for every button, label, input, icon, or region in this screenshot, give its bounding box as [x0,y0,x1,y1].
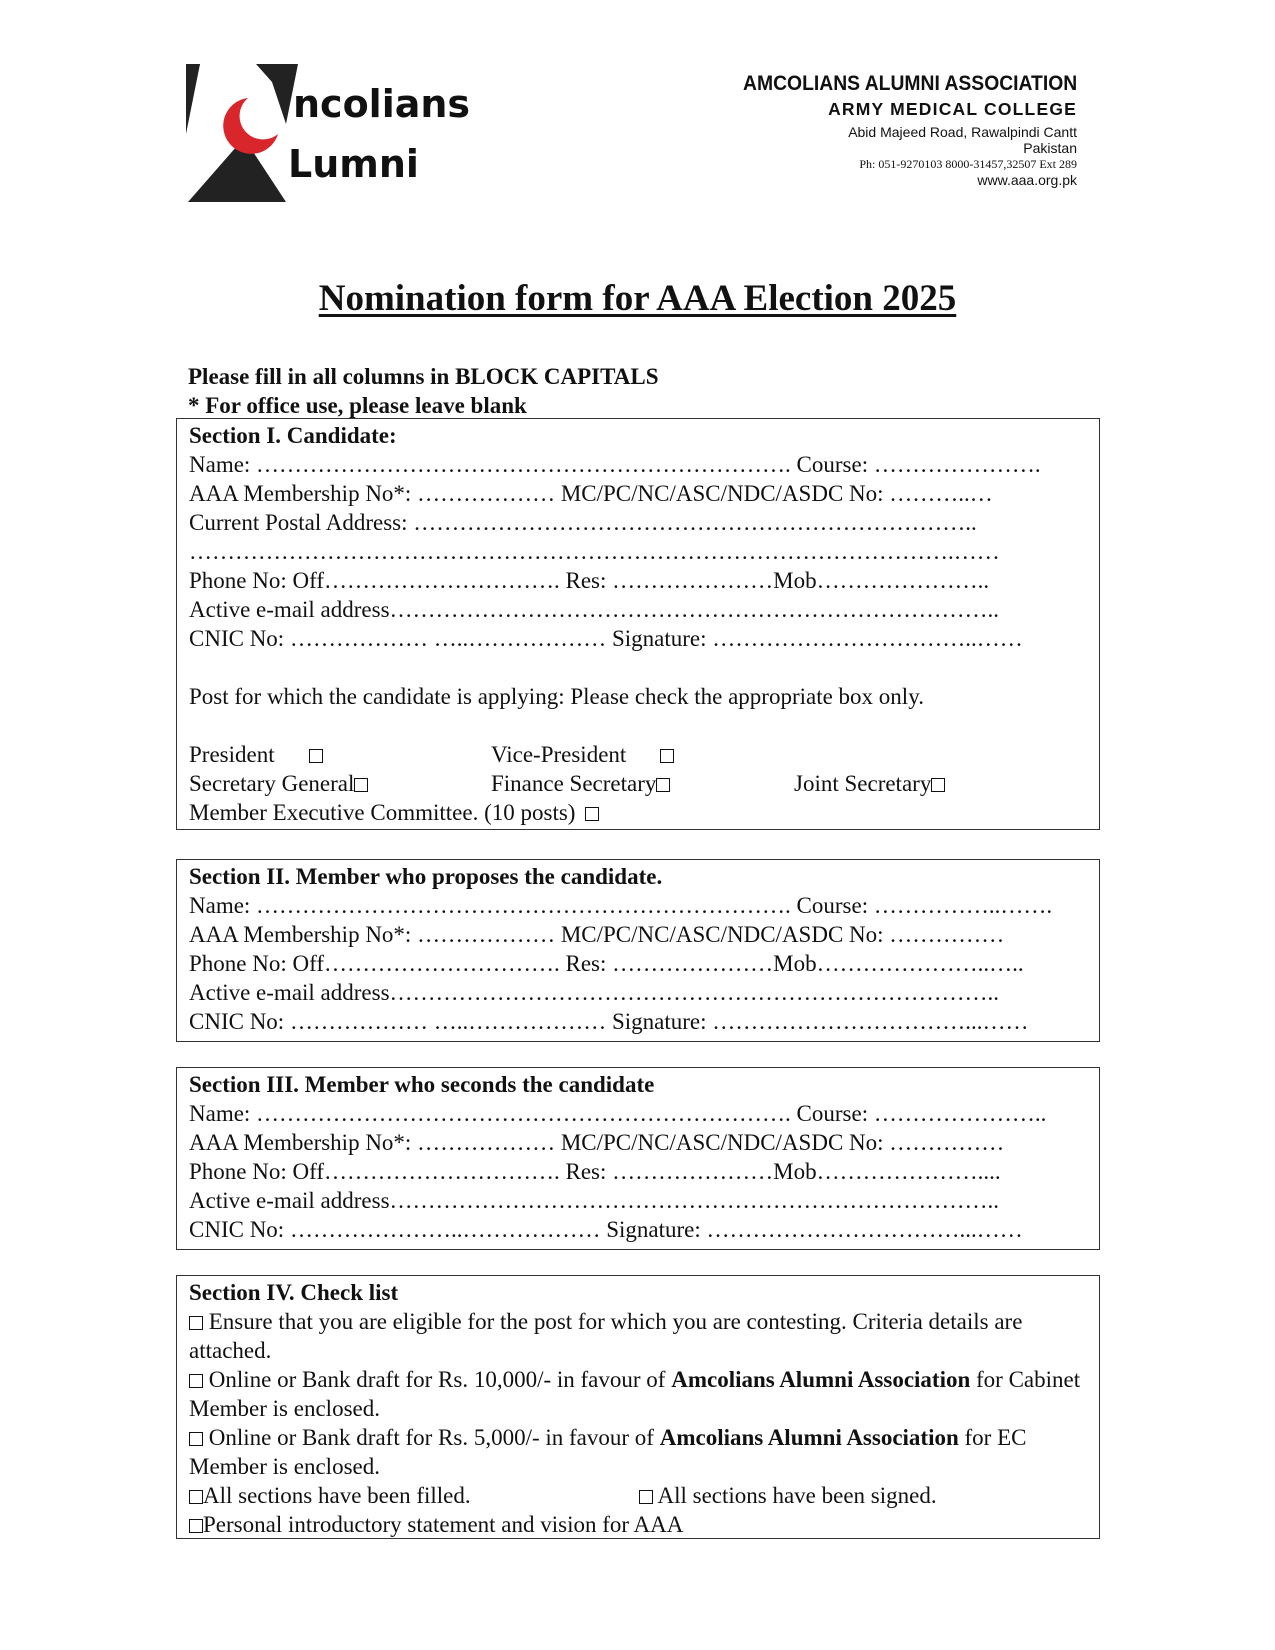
checkbox-icon[interactable] [660,749,674,763]
website-link[interactable]: www.aaa.org.pk [977,172,1077,189]
section-title: Section I. Candidate: [189,423,397,448]
section-title: Section III. Member who seconds the candidate [189,1072,655,1097]
proposer-cnic-signature-field[interactable]: CNIC No: ……………… …..……………… Signature: ……………………………...…… [189,1009,1029,1034]
section-proposer [176,859,1100,1042]
post-label: Vice-President [491,742,627,767]
checklist-text: Ensure that you are eligible for the post for which you are contesting. Criteria details are attached. [189,1309,1023,1363]
post-row-2 [189,769,1087,798]
proposer-phone-field[interactable]: Phone No: Off…………………………. Res: …………………Mob…………………..….. [189,951,1024,976]
checklist-text: Online or Bank draft for Rs. 5,000/- in favour of [208,1425,654,1450]
post-selection-prompt: Post for which the candidate is applying: Please check the appropriate box only. [189,684,924,709]
candidate-cnic-signature-field[interactable]: CNIC No: ……………… …..……………… Signature: ……………………………..…… [189,626,1023,651]
form-title: Nomination form for AAA Election 2025 [318,278,957,319]
checklist-item-cabinet-fee[interactable] [189,1365,1087,1423]
post-label: Member Executive Committee. (10 posts) [189,800,576,825]
association-name-bold: Amcolians Alumni Association [671,1367,971,1392]
seconder-phone-field[interactable]: Phone No: Off…………………………. Res: …………………Mob………………….... [189,1159,1001,1184]
post-label: President [189,742,275,767]
amcolians-alumni-logo [186,64,476,210]
address-line-2: Pakistan [1023,140,1077,157]
seconder-email-field[interactable]: Active e-mail address…………………………………………………………………….. [189,1188,1000,1213]
checkbox-icon[interactable] [656,778,670,792]
checkbox-icon[interactable] [189,1316,203,1330]
proposer-email-field[interactable]: Active e-mail address…………………………………………………………………….. [189,980,1000,1005]
instruction-block-capitals: Please fill in all columns in BLOCK CAPITALS [188,364,659,389]
checkbox-icon[interactable] [585,807,599,821]
post-label: Secretary General [189,771,355,796]
association-header [714,72,1077,188]
checkbox-icon[interactable] [189,1519,203,1533]
section-title: Section IV. Check list [189,1280,399,1305]
post-label: Joint Secretary [794,771,932,796]
seconder-name-field[interactable]: Name: ……………………………………………………………. Course: ………………….. [189,1101,1047,1126]
post-option-finance-secretary[interactable] [491,769,670,798]
seconder-membership-field[interactable]: AAA Membership No*: ……………… MC/PC/NC/ASC/NDC/ASDC No: …………… [189,1130,1005,1155]
checklist-text: for Cabinet Member is enclosed. [189,1367,1081,1421]
checklist-item-ec-fee[interactable] [189,1423,1087,1481]
post-label: Finance Secretary [491,771,657,796]
post-option-joint-secretary[interactable] [794,769,945,798]
section-candidate [176,418,1100,830]
association-name-bold: Amcolians Alumni Association [659,1425,959,1450]
checklist-text: All sections have been filled. [203,1483,471,1508]
checklist-item-sections-signed[interactable] [639,1481,937,1510]
candidate-address-field[interactable]: Current Postal Address: ……………………………………………………………….. [189,510,977,535]
checklist-text: Online or Bank draft for Rs. 10,000/- in favour of [208,1367,666,1392]
college-name: ARMY MEDICAL COLLEGE [828,99,1077,120]
seconder-cnic-signature-field[interactable]: CNIC No: …………………..……………… Signature: ……………………………...…… [189,1217,1023,1242]
checklist-item-sections-filled[interactable] [189,1481,471,1510]
post-row-3 [189,798,1087,827]
checkbox-icon[interactable] [931,778,945,792]
phone-numbers: Ph: 051-9270103 8000-31457,32507 Ext 289 [859,157,1077,172]
checklist-row-sections [189,1481,1087,1510]
post-option-vice-president[interactable] [491,740,674,769]
checkbox-icon[interactable] [309,749,323,763]
checkbox-icon[interactable] [639,1490,653,1504]
checklist-item-eligibility[interactable] [189,1307,1087,1365]
candidate-address-continued-field[interactable]: ……………………………………………………………………………………….…… [189,539,1000,564]
checkbox-icon[interactable] [354,778,368,792]
association-name: AMCOLIANS ALUMNI ASSOCIATION [742,72,1077,95]
checkbox-icon[interactable] [189,1432,203,1446]
instruction-office-use: * For office use, please leave blank [188,393,527,418]
checkbox-icon[interactable] [189,1490,203,1504]
section-seconder [176,1067,1100,1250]
address-line-1: Abid Majeed Road, Rawalpindi Cantt [848,124,1077,141]
logo-wordmark-top: ncolians [293,82,471,126]
post-option-president[interactable] [189,740,323,769]
proposer-membership-field[interactable]: AAA Membership No*: ……………… MC/PC/NC/ASC/NDC/ASDC No: …………… [189,922,1005,947]
section-checklist [176,1275,1100,1539]
checklist-item-personal-statement[interactable] [189,1510,1087,1539]
candidate-membership-field[interactable]: AAA Membership No*: ……………… MC/PC/NC/ASC/NDC/ASDC No: ………..… [189,481,993,506]
candidate-email-field[interactable]: Active e-mail address…………………………………………………………………….. [189,597,1000,622]
checklist-text: for EC Member is enclosed. [189,1425,1027,1479]
checklist-text: Personal introductory statement and vision for AAA [203,1512,684,1537]
form-instructions [188,362,659,420]
candidate-phone-field[interactable]: Phone No: Off…………………………. Res: …………………Mob………………….. [189,568,990,593]
post-option-secretary-general[interactable] [189,769,368,798]
checklist-text: All sections have been signed. [657,1483,937,1508]
logo-wordmark-bottom: Lumni [288,142,419,186]
checkbox-icon[interactable] [189,1374,203,1388]
candidate-name-field[interactable]: Name: ……………………………………………………………. Course: …………………. [189,452,1041,477]
post-option-member-ec[interactable] [189,798,599,827]
section-title: Section II. Member who proposes the candidate. [189,864,663,889]
post-row-1 [189,740,1087,769]
proposer-name-field[interactable]: Name: ……………………………………………………………. Course: ……………..……. [189,893,1053,918]
